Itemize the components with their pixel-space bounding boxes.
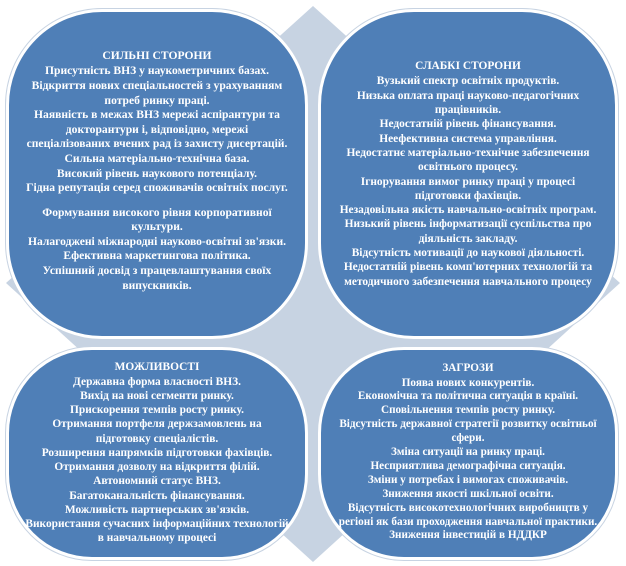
opportunities-item: Прискорення темпів росту ринку. bbox=[70, 404, 244, 417]
weaknesses-item: Недостатній рівень комп'ютерних технологій та методичного забезпечення навчального процесу bbox=[343, 261, 593, 288]
weaknesses-item: Ігнорування вимог ринку праці у процесі підготовки фахівців. bbox=[360, 175, 576, 202]
strengths-item: Ефективна маркетингова політика. bbox=[63, 249, 251, 263]
strengths-item: Високий рівень наукового потенціалу. bbox=[56, 166, 258, 180]
strengths-item: Налагоджені міжнародні науково-освітні зв'язки. bbox=[27, 234, 287, 248]
threats-item: Економічна та політична ситуація в країні. bbox=[357, 390, 579, 403]
threats-item: Зміна ситуації на ринку праці. bbox=[391, 446, 545, 459]
threats-box bbox=[318, 347, 618, 560]
threats-item: Відсутність високотехнологічних виробництв у регіоні як бази проходження навчальної практики. bbox=[338, 501, 598, 528]
opportunities-title: МОЖЛИВОСТІ bbox=[114, 360, 200, 373]
weaknesses-item: Низька оплата праці науково-педагогічних працівників. bbox=[356, 89, 580, 117]
opportunities-item: Отримання портфеля держзамовлень на підготовку спеціалістів. bbox=[52, 418, 262, 445]
opportunities-item: Багатоканальність фінансування. bbox=[69, 489, 245, 502]
opportunities-item: Можливість партнерських зв'язків. bbox=[64, 503, 250, 516]
strengths-item: Гідна репутація серед споживачів освітніх послуг. bbox=[26, 181, 288, 195]
weaknesses-box bbox=[318, 9, 618, 339]
weaknesses-title: СЛАБКІ СТОРОНИ bbox=[415, 60, 521, 73]
strengths-item: Наявність в межах ВНЗ мережі аспірантури та докторантури і, відповідно, мережі спеціалізованих вчених рад із захисту дисертацій. bbox=[26, 108, 288, 151]
opportunities-item: Державна форма власності ВНЗ. bbox=[73, 375, 241, 388]
strengths-item: Успішний досвід з працевлаштування своїх випускників. bbox=[42, 264, 272, 292]
threats-item: Зниження інвестицій в НДДКР bbox=[389, 529, 547, 542]
threats-item: Поява нових конкурентів. bbox=[401, 376, 535, 389]
threats-item: Сповільнення темпів росту ринку. bbox=[381, 404, 555, 417]
weaknesses-item: Незадовільна якість навчально-освітніх програм. bbox=[339, 204, 597, 217]
weaknesses-item: Недостатній рівень фінансування. bbox=[379, 118, 557, 131]
threats-item: Відсутність державної стратегії розвитку освітньої сфери. bbox=[339, 418, 597, 445]
opportunities-item: Розширення напрямків підготовки фахівців. Отримання дозволу на відкриття філій. Автономний статус ВНЗ. bbox=[41, 446, 273, 488]
strengths-item: Сильна матеріально-технічна база. bbox=[64, 151, 250, 165]
weaknesses-item: Недостатнє матеріально-технічне забезпечення освітнього процесу. bbox=[346, 146, 590, 174]
threats-item: Зміни у потребах і вимогах споживачів. bbox=[367, 473, 569, 486]
threats-item: Несприятлива демографічна ситуація. bbox=[370, 459, 566, 472]
spacer bbox=[25, 196, 289, 206]
opportunities-item: Використання сучасних інформаційних технологій в навчальному процесі bbox=[25, 517, 289, 545]
strengths-title: СИЛЬНІ СТОРОНИ bbox=[102, 48, 212, 62]
strengths-box bbox=[6, 9, 308, 339]
strengths-item: Присутність ВНЗ у наукометричних базах. bbox=[44, 64, 269, 78]
opportunities-box bbox=[6, 347, 308, 560]
strengths-item: Формування високого рівня корпоративної культури. bbox=[42, 205, 272, 234]
threats-item: Зниження якості шкільної освіти. bbox=[382, 487, 554, 500]
weaknesses-item: Вузький спектр освітніх продуктів. bbox=[376, 75, 560, 88]
weaknesses-item: Відсутність мотивації до наукової діяльності. bbox=[351, 246, 585, 259]
weaknesses-item: Низький рівень інформатизації суспільства про діяльність закладу. bbox=[344, 218, 592, 245]
opportunities-item: Вихід на нові сегменти ринку. bbox=[80, 390, 234, 403]
strengths-item: Відкриття нових спеціальностей з урахуванням потреб ринку праці. bbox=[31, 78, 283, 107]
weaknesses-item: Неефективна система управління. bbox=[379, 132, 557, 145]
threats-title: ЗАГРОЗИ bbox=[442, 361, 494, 374]
